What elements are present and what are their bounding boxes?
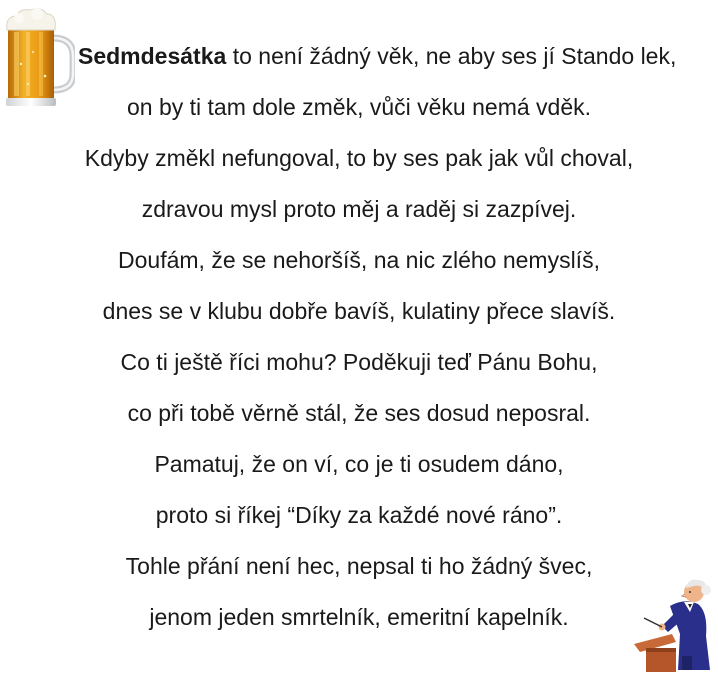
poem-first-line-rest: to není žádný věk, ne aby ses jí Stando lek, — [226, 43, 677, 69]
poem-line: Doufám, že se nehoršíš, na nic zlého nemyslíš, — [118, 247, 600, 273]
poem-line: dnes se v klubu dobře bavíš, kulatiny přece slavíš. — [102, 298, 616, 324]
poem-line: Tohle přání není hec, nepsal ti ho žádný švec, — [125, 553, 593, 579]
poem — [0, 31, 718, 643]
poem-line: zdravou mysl proto měj a raděj si zazpívej. — [141, 196, 577, 222]
poem-title-word: Sedmdesátka — [78, 43, 227, 69]
poem-line: Kdyby změkl nefungoval, to by ses pak jak vůl choval, — [84, 145, 634, 171]
poem-line-first — [0, 31, 718, 82]
poem-line: on by ti tam dole změk, vůči věku nemá vděk. — [126, 94, 592, 120]
poem-line: Pamatuj, že on ví, co je ti osudem dáno, — [154, 451, 564, 477]
poem-line: proto si říkej “Díky za každé nové ráno”. — [155, 502, 563, 528]
poem-line: co při tobě věrně stál, že ses dosud neposral. — [127, 400, 591, 426]
conductor-icon — [632, 572, 716, 672]
poem-line: Co ti ještě říci mohu? Poděkuji teď Pánu Bohu, — [120, 349, 598, 375]
poem-line: jenom jeden smrtelník, emeritní kapelník. — [149, 604, 569, 630]
